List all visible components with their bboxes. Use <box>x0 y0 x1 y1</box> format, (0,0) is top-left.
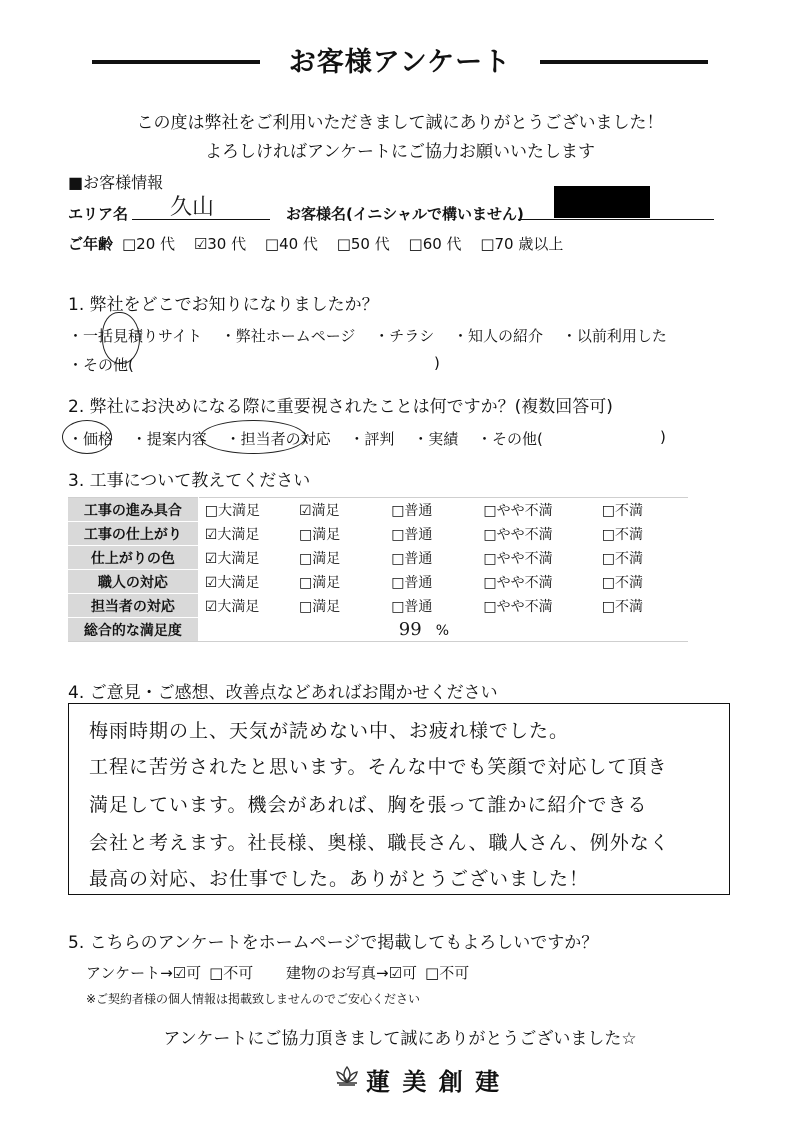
q5-photo-row <box>286 962 469 983</box>
name-underline <box>518 219 714 220</box>
satisfaction-row-label: 担当者の対応 <box>68 594 198 618</box>
q2-option[interactable]: ・実績 <box>413 430 459 448</box>
satisfaction-row-label: 職人の対応 <box>68 570 198 594</box>
age-option[interactable]: □70 歳以上 <box>480 235 564 253</box>
q3-question: 3. 工事について教えてください <box>68 471 311 491</box>
q1-other-close: ) <box>434 354 440 372</box>
area-value[interactable]: 久山 <box>170 195 215 220</box>
satisfaction-option[interactable]: □やや不満 <box>477 546 595 570</box>
page-title: お客様アンケート <box>288 47 512 78</box>
area-label: エリア名 <box>68 205 129 223</box>
satisfaction-option[interactable]: ☑満足 <box>293 498 385 522</box>
satisfaction-option[interactable]: ☑大満足 <box>198 522 293 546</box>
age-label: ご年齢 <box>68 235 114 253</box>
satisfaction-table <box>68 497 688 642</box>
satisfaction-option[interactable]: ☑大満足 <box>198 546 293 570</box>
comment-line: 工程に苦労されたと思います。そんな中でも笑顔で対応して頂き <box>89 756 668 778</box>
age-option[interactable]: □50 代 <box>336 235 390 253</box>
overall-row <box>68 618 688 642</box>
q1-option[interactable]: ・知人の紹介 <box>453 327 544 345</box>
area-underline <box>132 219 270 220</box>
q5-survey-ng[interactable]: □不可 <box>209 964 254 982</box>
name-label: お客様名(イニシャルで構いません) <box>286 205 524 223</box>
satisfaction-option[interactable]: □不満 <box>596 546 688 570</box>
comment-line: 梅雨時期の上、天気が読めない中、お疲れ様でした。 <box>89 720 570 742</box>
company-name: 蓮 美 創 建 <box>366 1067 502 1096</box>
lotus-logo-icon <box>334 1063 360 1089</box>
satisfaction-option[interactable]: □普通 <box>385 546 477 570</box>
q1-other[interactable]: ・その他( <box>68 356 134 374</box>
overall-value[interactable]: 99 <box>398 619 422 640</box>
q1-option[interactable]: ・弊社ホームページ <box>220 327 356 345</box>
satisfaction-option[interactable]: □満足 <box>293 546 385 570</box>
overall-cell <box>198 618 688 642</box>
redacted-name <box>554 186 650 218</box>
overall-label: 総合的な満足度 <box>68 618 198 642</box>
satisfaction-row-label: 工事の進み具合 <box>68 498 198 522</box>
satisfaction-option[interactable]: □普通 <box>385 594 477 618</box>
q5-note: ※ご契約者様の個人情報は掲載致しませんのでご安心ください <box>86 992 421 1006</box>
q2-other-close: ) <box>660 428 666 446</box>
q1-option[interactable]: ・以前利用した <box>561 327 667 345</box>
q5-survey-label: アンケート→ <box>86 964 173 982</box>
satisfaction-option[interactable]: □不満 <box>596 594 688 618</box>
comment-line: 会社と考えます。社長様、奥様、職長さん、職人さん、例外なく <box>89 832 670 854</box>
satisfaction-option[interactable]: □不満 <box>596 522 688 546</box>
satisfaction-option[interactable]: □普通 <box>385 498 477 522</box>
satisfaction-option[interactable]: □不満 <box>596 570 688 594</box>
q5-survey-row <box>86 962 253 983</box>
satisfaction-row-label: 仕上がりの色 <box>68 546 198 570</box>
q4-question: 4. ご意見・ご感想、改善点などあればお聞かせください <box>68 683 498 703</box>
q1-question: 1. 弊社をどこでお知りになりましたか？ <box>68 295 379 315</box>
thanks-message: アンケートにご協力頂きまして誠にありがとうございました☆ <box>163 1029 637 1049</box>
satisfaction-option[interactable]: □普通 <box>385 522 477 546</box>
q5-photo-ng[interactable]: □不可 <box>425 964 470 982</box>
satisfaction-option[interactable]: □不満 <box>596 498 688 522</box>
q5-photo-ok[interactable]: ☑可 <box>388 964 418 982</box>
q2-option[interactable]: ・価格 <box>68 430 114 448</box>
age-option[interactable]: □20 代 <box>122 235 176 253</box>
satisfaction-row <box>68 522 688 546</box>
satisfaction-row <box>68 498 688 522</box>
satisfaction-row <box>68 594 688 618</box>
satisfaction-option[interactable]: □満足 <box>293 594 385 618</box>
q2-option[interactable]: ・評判 <box>349 430 395 448</box>
q5-question: 5. こちらのアンケートをホームページで掲載してもよろしいですか？ <box>68 933 599 953</box>
age-option[interactable]: □60 代 <box>408 235 462 253</box>
satisfaction-row-label: 工事の仕上がり <box>68 522 198 546</box>
satisfaction-option[interactable]: ☑大満足 <box>198 594 293 618</box>
q1-options <box>68 325 681 346</box>
q2-option[interactable]: ・担当者の対応 <box>225 430 331 448</box>
title-rule-right <box>540 60 708 64</box>
satisfaction-row <box>68 546 688 570</box>
q2-question: 2. 弊社にお決めになる際に重要視されたことは何ですか？(複数回答可) <box>68 397 613 417</box>
satisfaction-option[interactable]: □やや不満 <box>477 570 595 594</box>
satisfaction-option[interactable]: □やや不満 <box>477 594 595 618</box>
age-options <box>122 233 577 254</box>
satisfaction-option[interactable]: □大満足 <box>198 498 293 522</box>
satisfaction-option[interactable]: □満足 <box>293 522 385 546</box>
satisfaction-option[interactable]: □満足 <box>293 570 385 594</box>
q2-price-circle <box>62 420 112 454</box>
satisfaction-option[interactable]: ☑大満足 <box>198 570 293 594</box>
customer-info-heading: ■お客様情報 <box>68 173 164 192</box>
comment-box[interactable] <box>68 703 730 895</box>
age-option[interactable]: □40 代 <box>264 235 318 253</box>
age-option[interactable]: ☑30 代 <box>193 235 247 253</box>
q5-photo-label: 建物のお写真→ <box>286 964 389 982</box>
satisfaction-option[interactable]: □普通 <box>385 570 477 594</box>
overall-unit: % <box>435 623 450 639</box>
q2-options <box>68 428 557 449</box>
q1-option[interactable]: ・チラシ <box>374 327 435 345</box>
satisfaction-row <box>68 570 688 594</box>
intro-line-1: この度は弊社をご利用いただきまして誠にありがとうございました！ <box>136 113 664 133</box>
comment-line: 最高の対応、お仕事でした。ありがとうございました！ <box>89 868 590 890</box>
q2-option[interactable]: ・その他( <box>476 430 543 448</box>
q5-survey-ok[interactable]: ☑可 <box>172 964 202 982</box>
q1-option[interactable]: ・一括見積りサイト <box>68 327 202 345</box>
comment-line: 満足しています。機会があれば、胸を張って誰かに紹介できる <box>89 794 648 816</box>
q2-option[interactable]: ・提案内容 <box>131 430 207 448</box>
satisfaction-option[interactable]: □やや不満 <box>477 522 595 546</box>
q2-staff-circle <box>200 420 306 454</box>
satisfaction-option[interactable]: □やや不満 <box>477 498 595 522</box>
intro-line-2: よろしければアンケートにご協力お願いいたします <box>205 142 595 162</box>
